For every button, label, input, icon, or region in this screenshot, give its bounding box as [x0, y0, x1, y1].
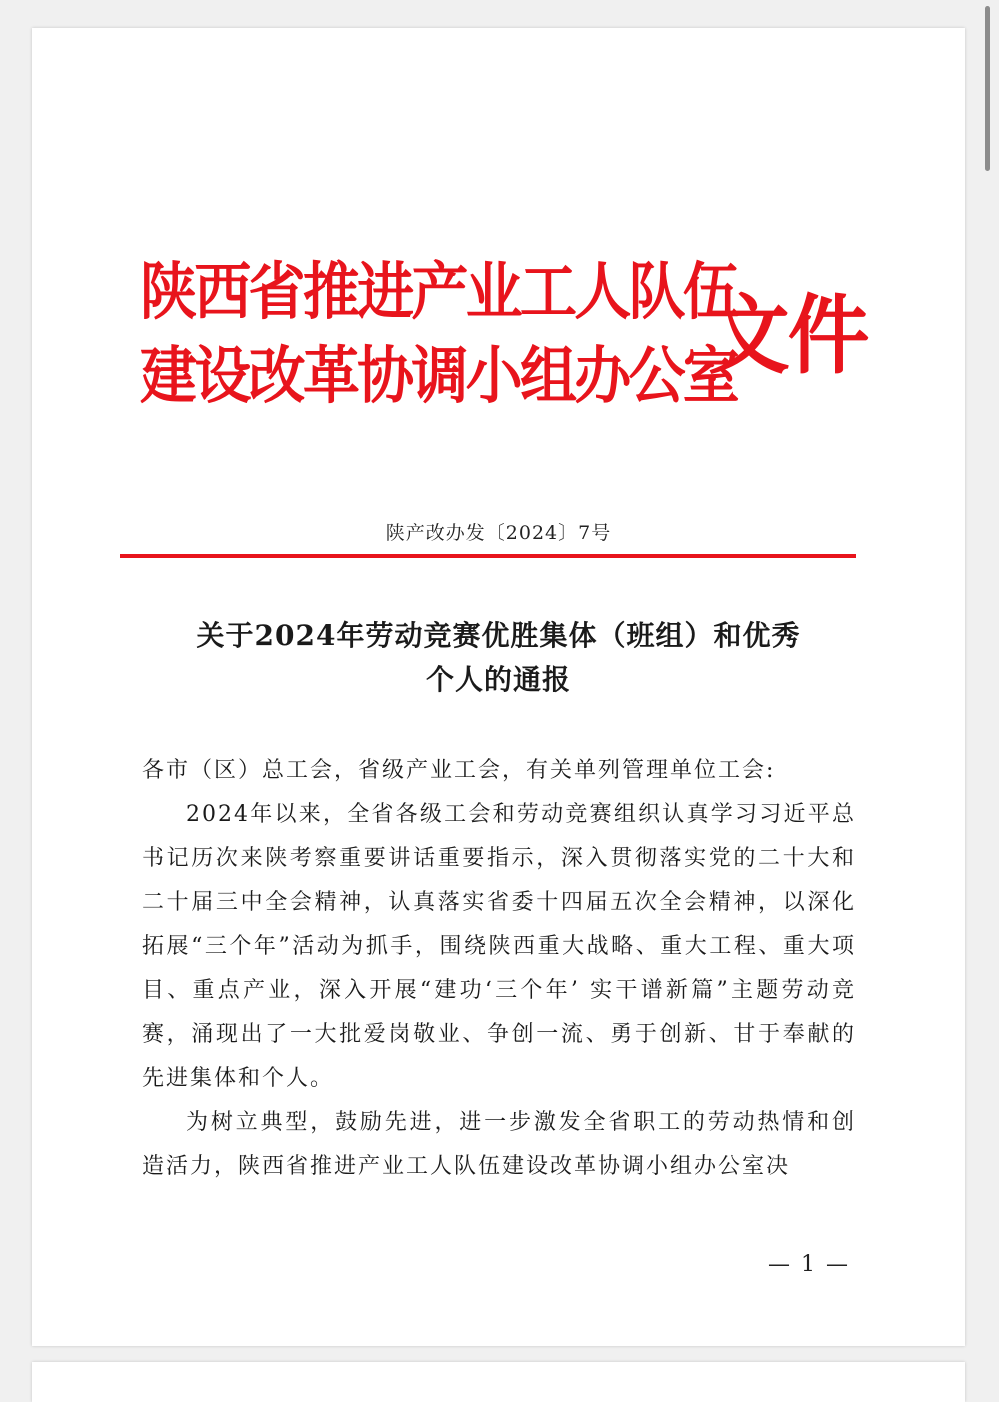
- scrollbar[interactable]: [985, 6, 990, 171]
- red-divider-line: [120, 554, 856, 558]
- paragraph-1: 2024年以来，全省各级工会和劳动竞赛组织认真学习习近平总书记历次来陕考察重要讲话重要指示，深入贯彻落实党的二十大和二十届三中全会精神，认真落实省委十四届五次全会精神，以深化拓展“三个年”活动为抓手，围绕陕西重大战略、重大工程、重大项目、重点产业，深入开展“建功‘三个年’ 实干谱新篇”主题劳动竞赛，涌现出了一大批爱岗敬业、争创一流、勇于创新、甘于奉献的先进集体和个人。: [142, 802, 856, 1091]
- document-number: 陕产改办发〔2024〕7号: [385, 522, 612, 544]
- paragraph-2: 为树立典型，鼓励先进，进一步激发全省职工的劳动热情和创造活力，陕西省推进产业工人队伍建设改革协调小组办公室决: [142, 1110, 856, 1179]
- issuing-organization: [140, 250, 737, 418]
- page-number: — 1 —: [768, 1252, 850, 1277]
- document-suffix: 文件: [708, 286, 868, 386]
- salutation: 各市（区）总工会，省级产业工会，有关单列管理单位工会:: [142, 758, 776, 783]
- document-title: [32, 614, 965, 702]
- document-page: [32, 28, 965, 1346]
- next-page-edge: [32, 1362, 965, 1402]
- title-line-2: 个人的通报: [425, 663, 571, 696]
- document-body: [142, 749, 856, 1189]
- title-line-1: 关于2024年劳动竞赛优胜集体（班组）和优秀: [196, 619, 801, 652]
- org-line-1: 陕西省推进产业工人队伍: [140, 255, 738, 328]
- org-line-2: 建设改革协调小组办公室: [140, 339, 738, 412]
